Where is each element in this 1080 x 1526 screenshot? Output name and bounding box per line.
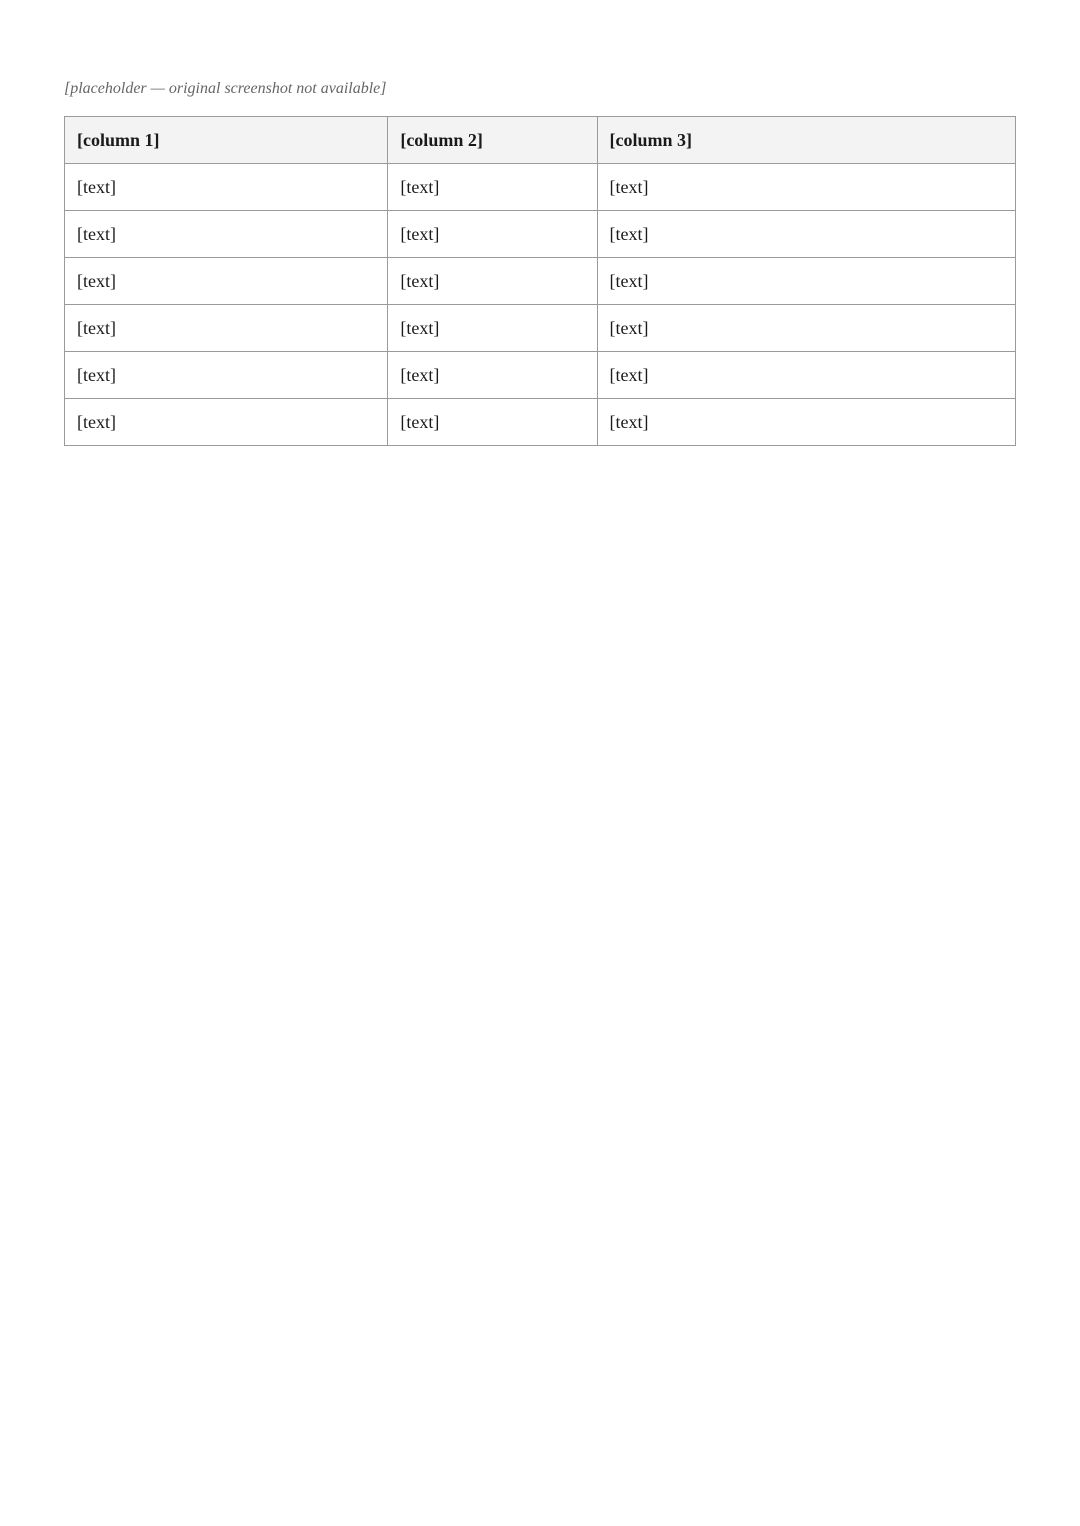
table-cell: [text] <box>65 164 388 211</box>
table-cell: [text] <box>65 258 388 305</box>
table-cell: [text] <box>597 399 1015 446</box>
table-cell: [text] <box>388 352 597 399</box>
table-header <box>65 117 1016 164</box>
table-cell: [text] <box>597 164 1015 211</box>
table-cell: [text] <box>388 305 597 352</box>
table-cell: [text] <box>65 305 388 352</box>
table-header-cell: [column 1] <box>65 117 388 164</box>
table-cell: [text] <box>597 211 1015 258</box>
table-cell: [text] <box>65 352 388 399</box>
placeholder-note: [placeholder — original screenshot not available] <box>64 80 387 97</box>
document-table <box>64 116 1016 446</box>
table-row <box>65 305 1016 352</box>
table-cell: [text] <box>388 211 597 258</box>
table-header-cell: [column 3] <box>597 117 1015 164</box>
table-row <box>65 258 1016 305</box>
table-body <box>65 164 1016 446</box>
table-cell: [text] <box>388 399 597 446</box>
table-row <box>65 164 1016 211</box>
table-cell: [text] <box>388 164 597 211</box>
table-cell: [text] <box>65 399 388 446</box>
table-header-row <box>65 117 1016 164</box>
table-cell: [text] <box>597 305 1015 352</box>
table-cell: [text] <box>388 258 597 305</box>
table-cell: [text] <box>65 211 388 258</box>
table-row <box>65 211 1016 258</box>
table-row <box>65 352 1016 399</box>
table-row <box>65 399 1016 446</box>
table-cell: [text] <box>597 258 1015 305</box>
table-header-cell: [column 2] <box>388 117 597 164</box>
table-cell: [text] <box>597 352 1015 399</box>
